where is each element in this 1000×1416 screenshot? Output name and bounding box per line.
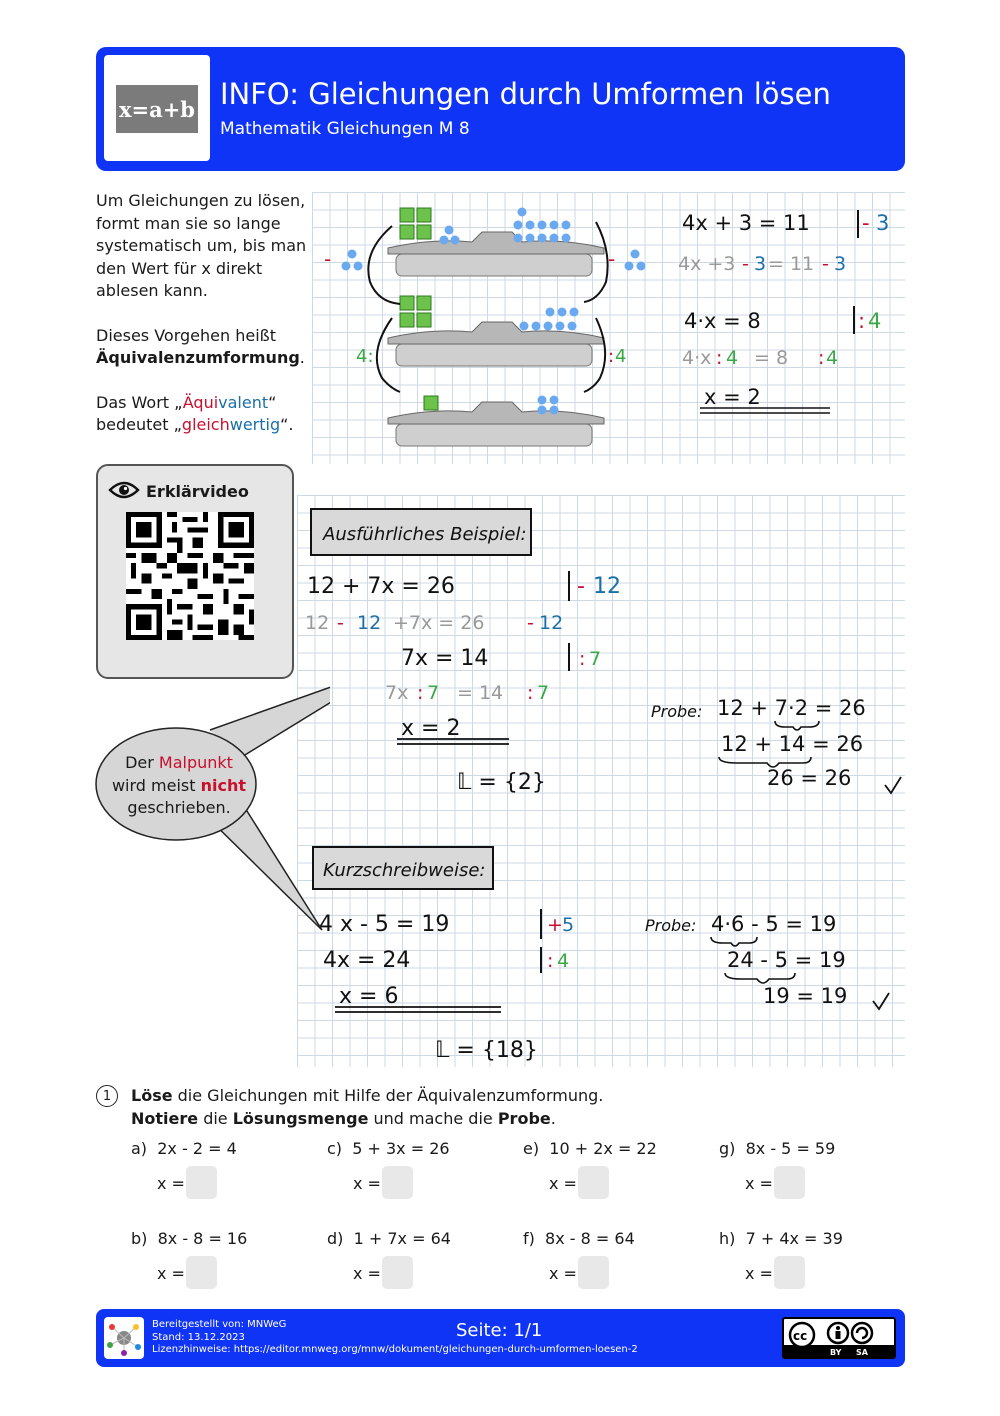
svg-text:4x = 24: 4x = 24: [323, 948, 411, 973]
svg-text:cc: cc: [793, 1329, 808, 1343]
svg-text:= 11: = 11: [768, 253, 815, 275]
video-box[interactable]: [96, 464, 294, 679]
svg-text:x = 2: x = 2: [401, 716, 461, 741]
svg-text:4·x = 8: 4·x = 8: [684, 309, 761, 333]
cc-license-badge[interactable]: [782, 1317, 896, 1359]
svg-text:12: 12: [539, 612, 564, 634]
x-label-c: x =: [353, 1174, 381, 1193]
svg-text:4x +3: 4x +3: [678, 253, 736, 275]
svg-text:3: 3: [754, 253, 767, 275]
x-label-e: x =: [549, 1174, 577, 1193]
svg-text:26 = 26: 26 = 26: [767, 766, 852, 790]
intro-paragraph-3: Das Wort „Äquivalent“ bedeutet „gleichwertig“.: [96, 392, 294, 434]
task-h: h) 7 + 4x = 39: [719, 1229, 843, 1248]
intro-paragraph-1: Um Gleichungen zu lösen, formt man sie so lange systematisch um, bis man den Wert für x direkt ablesen kann.: [96, 191, 307, 300]
logo: [104, 55, 210, 161]
svg-text:𝕃 = {2}: 𝕃 = {2}: [457, 770, 546, 795]
example-grid: [297, 495, 905, 1067]
svg-text:SA: SA: [856, 1348, 868, 1357]
svg-text:x = 6: x = 6: [339, 984, 399, 1009]
answer-box-c[interactable]: [382, 1166, 413, 1199]
balance-scale-2: [356, 296, 626, 367]
svg-text:7x = 14: 7x = 14: [401, 646, 489, 671]
balance-scale-1: [324, 208, 646, 277]
svg-text:4·x: 4·x: [682, 347, 712, 369]
short-title: Kurzschreibweise:: [323, 860, 486, 881]
svg-text:3: 3: [876, 211, 890, 235]
svg-text:Probe:: Probe:: [645, 916, 697, 935]
svg-text:x = 2: x = 2: [704, 385, 761, 409]
answer-box-h[interactable]: [774, 1256, 805, 1289]
svg-text:4·6 - 5 = 19: 4·6 - 5 = 19: [711, 912, 837, 936]
x-label-d: x =: [353, 1264, 381, 1283]
svg-text:Probe:: Probe:: [651, 702, 703, 721]
svg-text:12: 12: [305, 612, 330, 634]
svg-text:19 = 19: 19 = 19: [763, 984, 848, 1008]
exercise-instructions: Löse die Gleichungen mit Hilfe der Äquivalenzumformung. Notiere die Lösungsmenge und mache die Probe.: [131, 1086, 604, 1128]
exercise-number: 1: [96, 1085, 118, 1107]
answer-box-g[interactable]: [774, 1166, 805, 1199]
svg-text::: :: [716, 347, 723, 369]
x-label-h: x =: [745, 1264, 773, 1283]
footer-bar: [96, 1309, 905, 1367]
svg-text::: :: [547, 950, 554, 972]
svg-text:4x + 3 = 11: 4x + 3 = 11: [682, 211, 810, 235]
scale-demo-grid: [312, 192, 905, 464]
eye-icon: [108, 480, 140, 500]
svg-text::: :: [527, 682, 534, 704]
svg-text:7: 7: [427, 682, 440, 704]
mnweg-logo-icon: [104, 1317, 144, 1359]
svg-text:𝕃 = {18}: 𝕃 = {18}: [435, 1038, 538, 1063]
svg-text:BY: BY: [830, 1348, 842, 1357]
license-link[interactable]: Lizenzhinweise: https://editor.mnweg.org/mnw/dokument/gleichungen-durch-umformen-loesen-2: [152, 1344, 638, 1355]
svg-text::: :: [608, 346, 615, 367]
svg-text::: :: [579, 648, 586, 670]
footer-info: Bereitgestellt von: MNWeG Stand: 13.12.2023 Lizenzhinweise: https://editor.mnweg.org/mnw/dokument/gleichungen-durch-umformen-loesen-2: [152, 1319, 638, 1355]
task-e: e) 10 + 2x = 22: [523, 1139, 657, 1158]
x-label-b: x =: [157, 1264, 185, 1283]
svg-text:-: -: [337, 612, 344, 634]
svg-text:= 14: = 14: [457, 682, 504, 704]
balance-scales-illustration: [312, 192, 905, 464]
svg-text:12: 12: [357, 612, 382, 634]
task-c: c) 5 + 3x = 26: [327, 1139, 450, 1158]
task-f: f) 8x - 8 = 64: [523, 1229, 635, 1248]
svg-text:4 x - 5 = 19: 4 x - 5 = 19: [319, 912, 450, 937]
answer-box-e[interactable]: [578, 1166, 609, 1199]
svg-text:12 + 7·2 = 26: 12 + 7·2 = 26: [717, 696, 866, 720]
svg-text:12 + 14 = 26: 12 + 14 = 26: [721, 732, 864, 756]
speech-bubble-text: Der Malpunkt wird meist nicht geschrieben.: [111, 753, 247, 817]
svg-text:7x: 7x: [385, 682, 409, 704]
qr-code[interactable]: [126, 512, 254, 640]
svg-text:4: 4: [615, 346, 627, 367]
svg-text:7: 7: [589, 648, 602, 670]
svg-text:-: -: [608, 247, 616, 271]
svg-text:4: 4: [826, 347, 839, 369]
handwritten-examples: [297, 495, 905, 1067]
svg-text:12: 12: [593, 574, 621, 599]
task-b: b) 8x - 8 = 16: [131, 1229, 248, 1248]
svg-text:-: -: [742, 253, 749, 275]
page-title: INFO: Gleichungen durch Umformen lösen: [220, 77, 831, 111]
intro-paragraph-2: Dieses Vorgehen heißt Äquivalenzumformung.: [96, 325, 305, 367]
answer-box-d[interactable]: [382, 1256, 413, 1289]
page-subtitle: Mathematik Gleichungen M 8: [220, 119, 470, 139]
page-number: Seite: 1/1: [456, 1320, 543, 1341]
svg-text:-: -: [527, 612, 534, 634]
x-label-g: x =: [745, 1174, 773, 1193]
svg-text::: :: [858, 309, 866, 333]
svg-text:7: 7: [537, 682, 550, 704]
intro-text: [96, 190, 326, 459]
svg-text:4: 4: [557, 950, 570, 972]
svg-text:-: -: [324, 247, 332, 271]
svg-text:5: 5: [562, 914, 575, 936]
svg-text:+7x = 26: +7x = 26: [393, 612, 485, 634]
logo-text: x=a+b: [116, 85, 198, 133]
answer-box-a[interactable]: [186, 1166, 217, 1199]
answer-box-b[interactable]: [186, 1256, 217, 1289]
svg-text:4: 4: [726, 347, 739, 369]
svg-text:-: -: [577, 574, 585, 599]
video-label: Erklärvideo: [146, 482, 249, 501]
detailed-title: Ausführliches Beispiel:: [323, 524, 527, 545]
header-bar: [96, 47, 905, 171]
svg-text:3: 3: [834, 253, 847, 275]
balance-scale-3: [388, 396, 604, 447]
answer-box-f[interactable]: [578, 1256, 609, 1289]
svg-text:24 - 5 = 19: 24 - 5 = 19: [727, 948, 846, 972]
svg-text:= 8: = 8: [754, 347, 789, 369]
svg-text:-: -: [862, 211, 870, 235]
svg-text:12 + 7x = 26: 12 + 7x = 26: [307, 574, 455, 599]
task-d: d) 1 + 7x = 64: [327, 1229, 451, 1248]
task-g: g) 8x - 5 = 59: [719, 1139, 836, 1158]
svg-text:4: 4: [868, 309, 882, 333]
svg-text:-: -: [822, 253, 829, 275]
svg-text:4:: 4:: [356, 346, 374, 367]
x-label-a: x =: [157, 1174, 185, 1193]
svg-text::: :: [417, 682, 424, 704]
task-a: a) 2x - 2 = 4: [131, 1139, 237, 1158]
svg-text:+: +: [547, 914, 563, 936]
x-label-f: x =: [549, 1264, 577, 1283]
svg-text::: :: [818, 347, 825, 369]
